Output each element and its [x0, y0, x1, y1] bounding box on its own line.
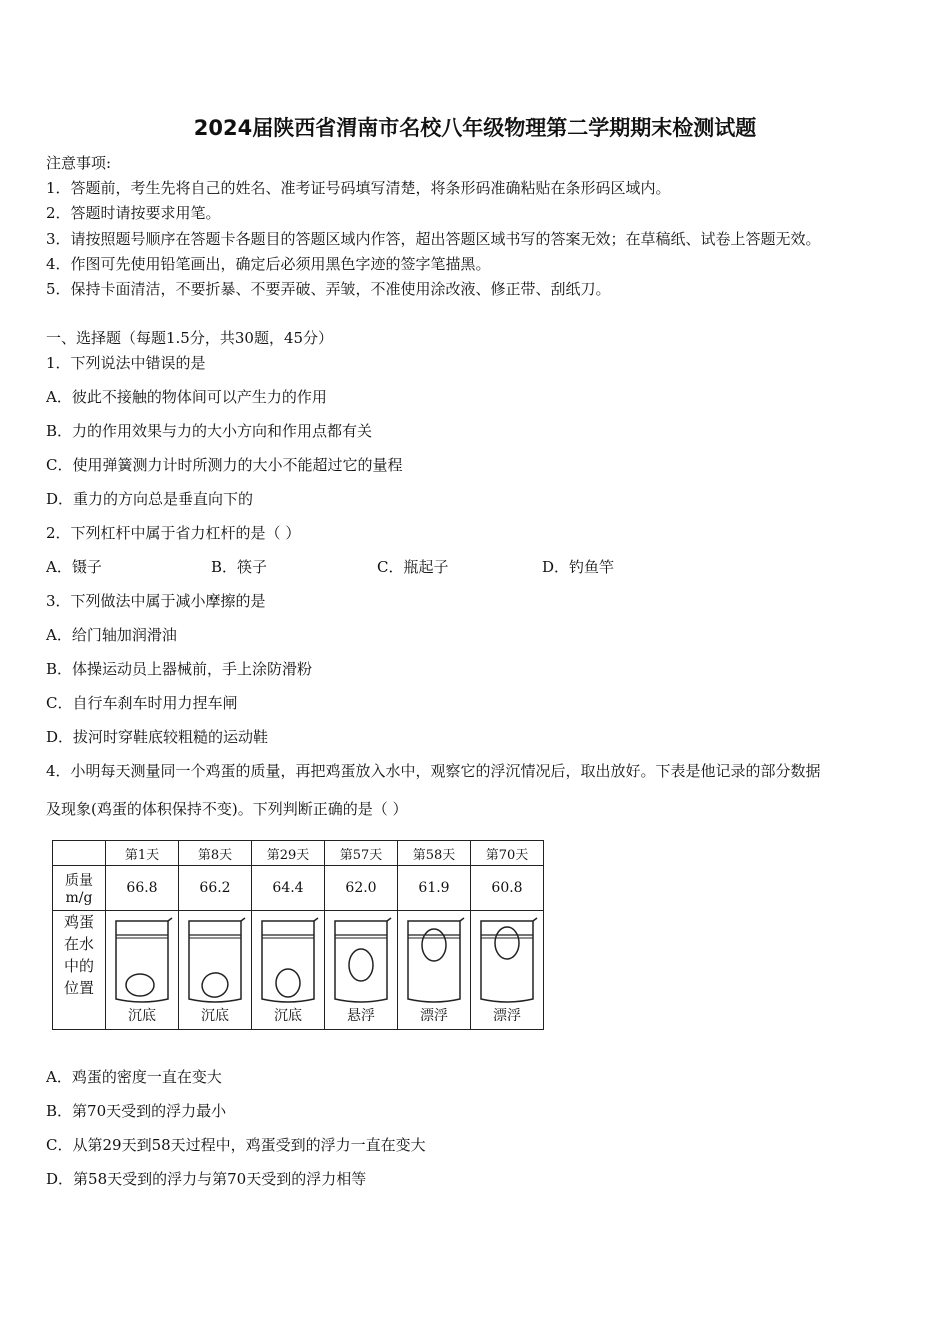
option-c: C．瓶起子	[377, 558, 449, 576]
mass-value: 66.2	[179, 866, 252, 911]
question-stem: 及现象(鸡蛋的体积保持不变)。下列判断正确的是（ ）	[46, 800, 408, 818]
mass-value: 66.8	[106, 866, 179, 911]
notice-item: 4．作图可先使用铅笔画出，确定后必须用黑色字迹的签字笔描黑。	[46, 255, 491, 273]
egg-data-table	[52, 840, 544, 1030]
beaker-cell	[325, 911, 398, 1030]
day-header: 第57天	[325, 841, 398, 866]
option-d: D．重力的方向总是垂直向下的	[46, 490, 254, 508]
options-row	[46, 556, 746, 576]
option-b: B．筷子	[211, 558, 268, 576]
state-label: 漂浮	[493, 1008, 521, 1024]
question-stem: 4．小明每天测量同一个鸡蛋的质量，再把鸡蛋放入水中，观察它的浮沉情况后，取出放好。下表是他记录的部分数据	[46, 762, 821, 780]
beaker-sink-icon	[183, 915, 247, 1003]
option-c: C．使用弹簧测力计时所测力的大小不能超过它的量程	[46, 456, 403, 474]
option-a: A．鸡蛋的密度一直在变大	[46, 1068, 222, 1086]
day-header: 第29天	[252, 841, 325, 866]
state-label: 沉底	[201, 1008, 229, 1024]
beaker-cell	[179, 911, 252, 1030]
beaker-cell	[398, 911, 471, 1030]
state-label: 沉底	[274, 1008, 302, 1024]
state-label: 悬浮	[347, 1008, 375, 1024]
option-d: D．钓鱼竿	[542, 558, 615, 576]
mass-value: 64.4	[252, 866, 325, 911]
beaker-sink-icon	[110, 915, 174, 1003]
table-corner	[53, 841, 106, 866]
position-label-line: 位置	[63, 979, 94, 997]
notice-item: 5．保持卡面清洁，不要折暴、不要弄破、弄皱，不准使用涂改液、修正带、刮纸刀。	[46, 280, 611, 298]
question-stem: 3．下列做法中属于减小摩擦的是	[46, 592, 266, 610]
state-label: 漂浮	[420, 1008, 448, 1024]
mass-value: 62.0	[325, 866, 398, 911]
option-b: B．力的作用效果与力的大小方向和作用点都有关	[46, 422, 373, 440]
mass-label-line: 质量	[65, 873, 93, 889]
beaker-cell	[471, 911, 544, 1030]
position-label-line: 鸡蛋	[63, 913, 94, 931]
day-header: 第1天	[106, 841, 179, 866]
option-b: B．第70天受到的浮力最小	[46, 1102, 227, 1120]
mass-unit: m/g	[65, 890, 93, 906]
position-label-line: 在水	[63, 935, 94, 953]
beaker-sink-icon	[256, 915, 320, 1003]
position-label-line: 中的	[63, 957, 94, 975]
section-heading: 一、选择题（每题1.5分，共30题，45分）	[46, 329, 334, 347]
option-c: C．从第29天到58天过程中，鸡蛋受到的浮力一直在变大	[46, 1136, 426, 1154]
notice-item: 3．请按照题号顺序在答题卡各题目的答题区域内作答，超出答题区域书写的答案无效；在草稿纸、试卷上答题无效。	[46, 230, 821, 248]
beaker-cell	[252, 911, 325, 1030]
mass-value: 61.9	[398, 866, 471, 911]
question-stem: 1．下列说法中错误的是	[46, 354, 206, 372]
beaker-cell	[106, 911, 179, 1030]
day-header: 第58天	[398, 841, 471, 866]
option-b: B．体操运动员上器械前，手上涂防滑粉	[46, 660, 313, 678]
notice-heading: 注意事项:	[46, 154, 112, 172]
day-header: 第8天	[179, 841, 252, 866]
option-a: A．彼此不接触的物体间可以产生力的作用	[46, 388, 327, 406]
page-title: 2024届陕西省渭南市名校八年级物理第二学期期末检测试题	[193, 116, 757, 140]
day-header: 第70天	[471, 841, 544, 866]
option-c: C．自行车刹车时用力捏车闸	[46, 694, 238, 712]
beaker-suspend-icon	[329, 915, 393, 1003]
state-label: 沉底	[128, 1008, 156, 1024]
question-stem: 2．下列杠杆中属于省力杠杆的是（ ）	[46, 524, 301, 542]
position-label	[53, 911, 106, 1030]
option-a: A．镊子	[46, 558, 102, 576]
beaker-float-icon	[402, 915, 466, 1003]
mass-label	[53, 866, 106, 911]
option-d: D．拔河时穿鞋底较粗糙的运动鞋	[46, 728, 269, 746]
option-a: A．给门轴加润滑油	[46, 626, 177, 644]
mass-value: 60.8	[471, 866, 544, 911]
notice-item: 2．答题时请按要求用笔。	[46, 204, 221, 222]
beaker-float-icon	[475, 915, 539, 1003]
option-d: D．第58天受到的浮力与第70天受到的浮力相等	[46, 1170, 367, 1188]
notice-item: 1．答题前，考生先将自己的姓名、准考证号码填写清楚，将条形码准确粘贴在条形码区域内。	[46, 179, 671, 197]
